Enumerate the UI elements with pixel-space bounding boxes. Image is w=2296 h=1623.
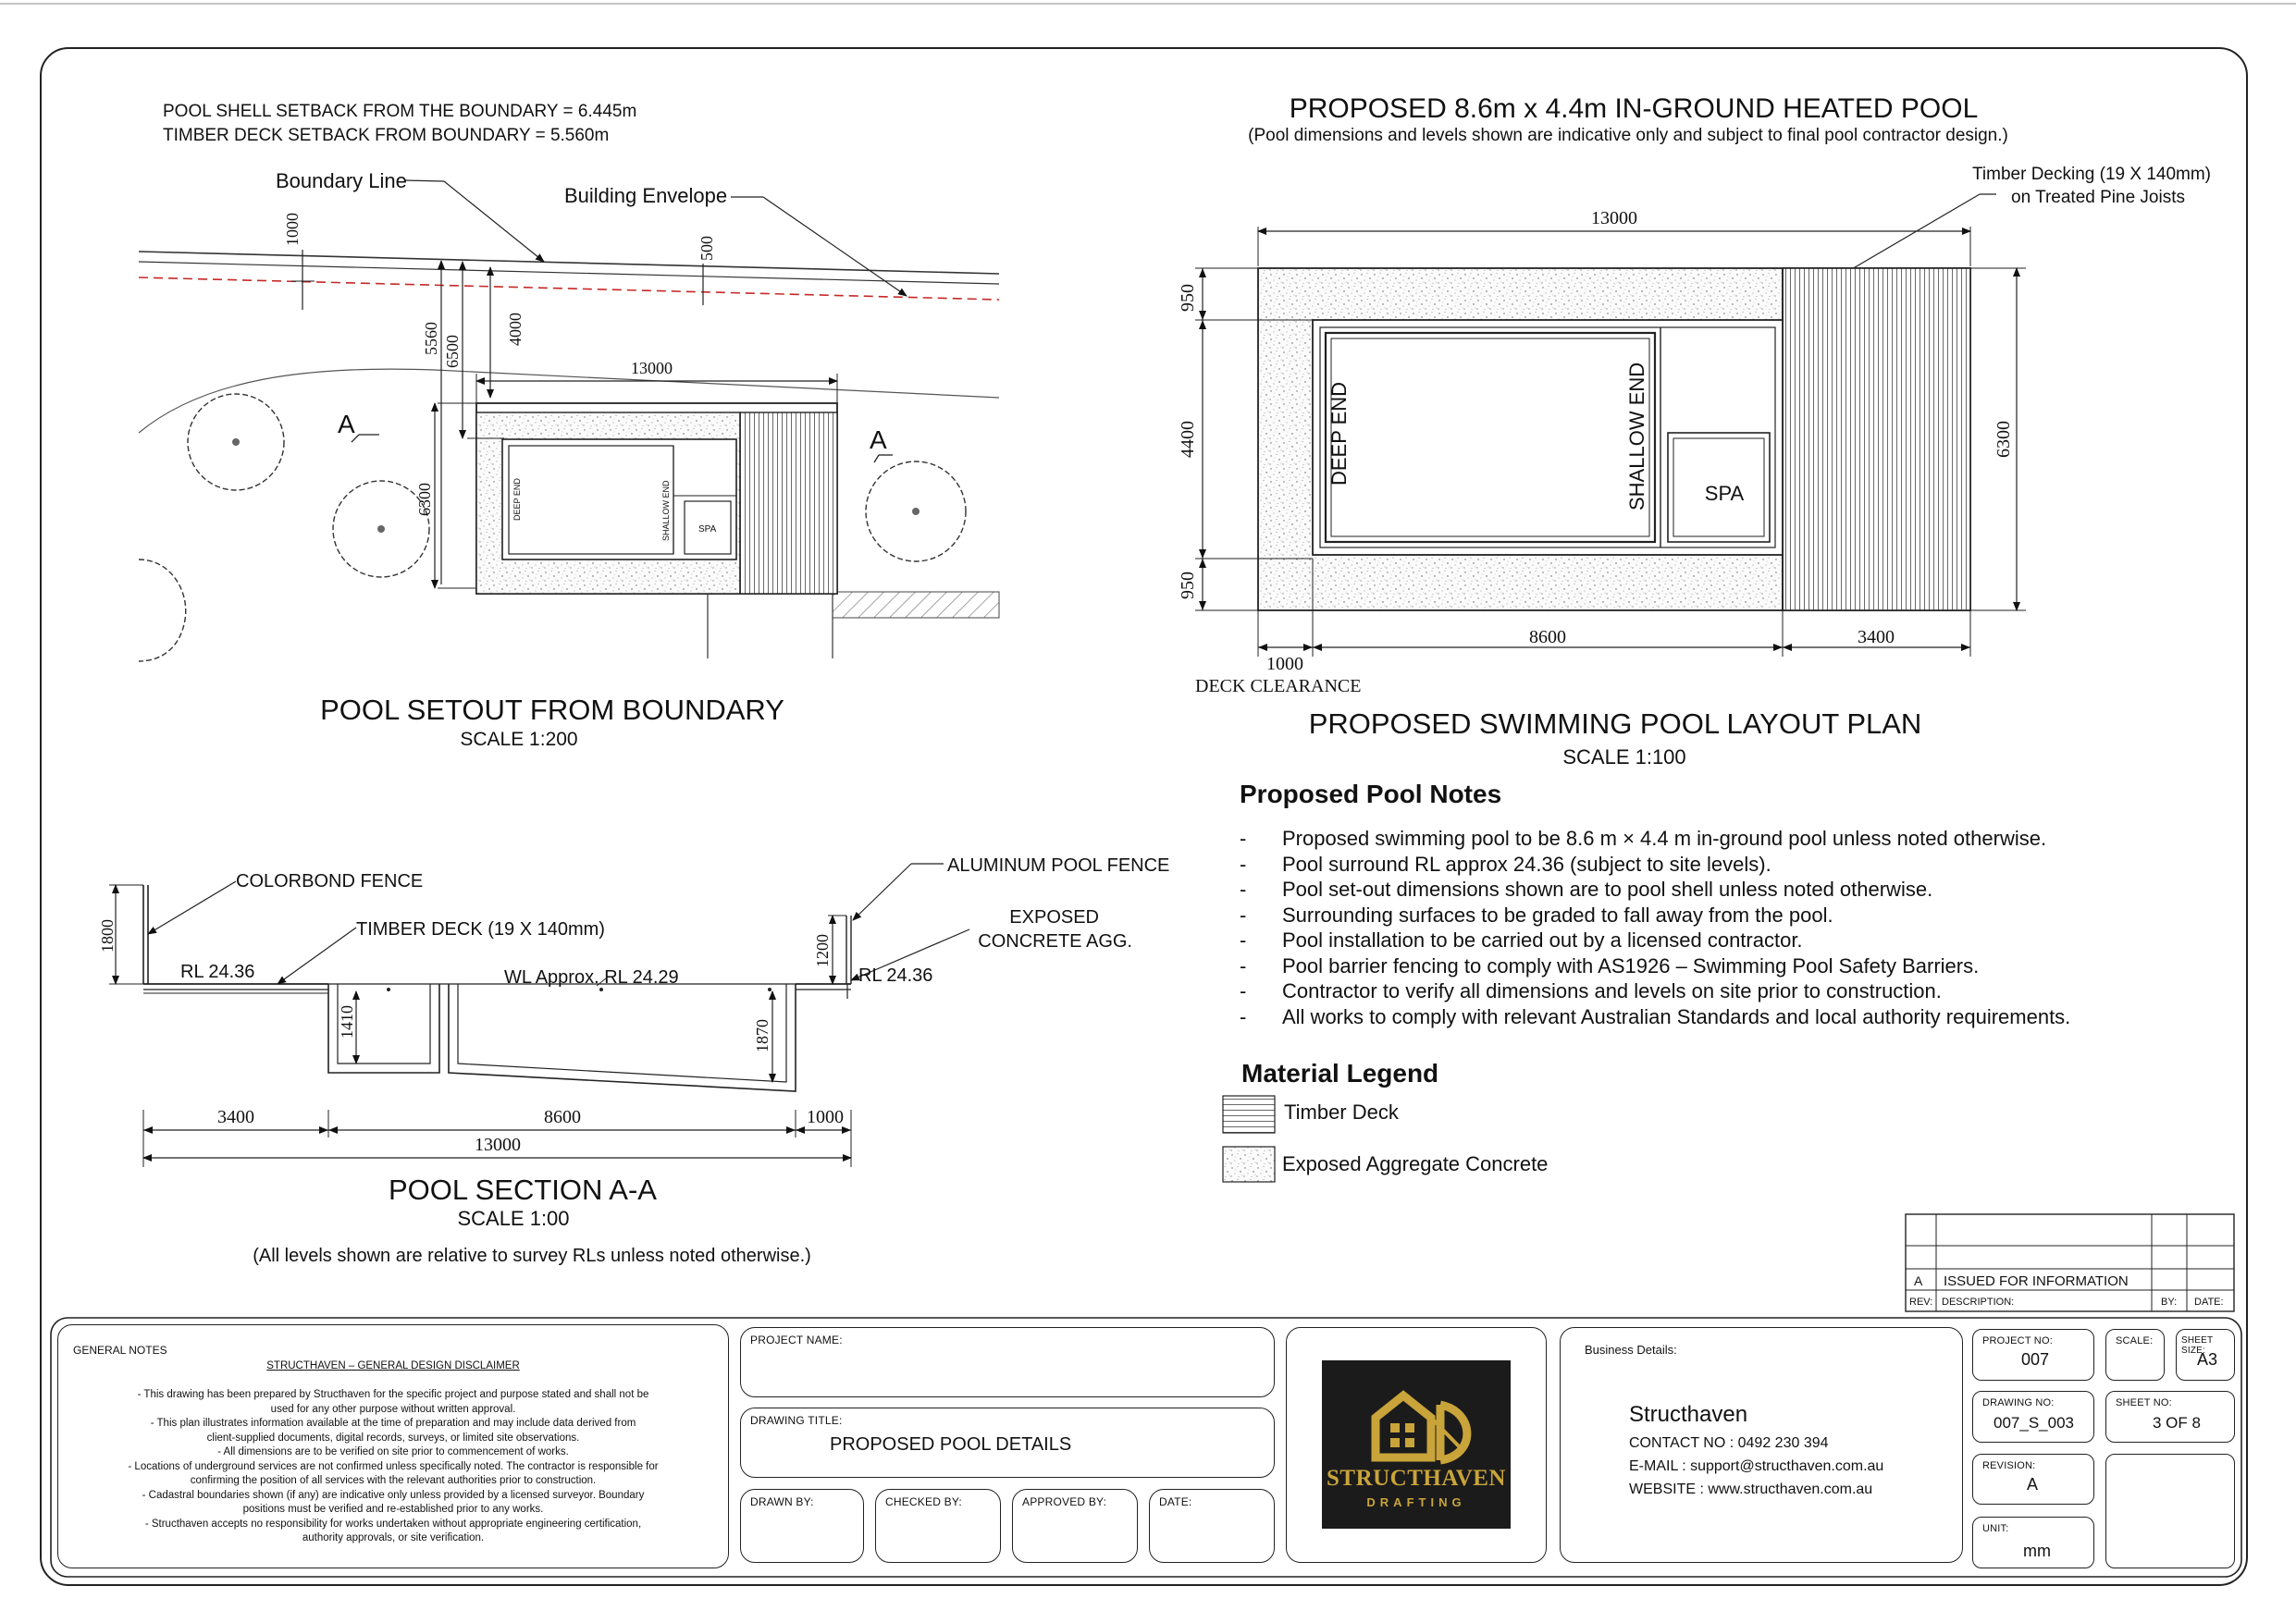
general-note-line: used for any other purpose without written approval. (270, 1403, 516, 1415)
revision-box (1972, 1454, 2094, 1505)
dim-4000: 4000 (506, 313, 525, 346)
layout-heading: PROPOSED 8.6m x 4.4m IN-GROUND HEATED POOL (1289, 93, 1979, 124)
business-label: Business Details: (1585, 1343, 1677, 1357)
general-note-line: authority approvals, or site verification. (302, 1532, 485, 1543)
approved-by-box (1012, 1489, 1138, 1563)
sec-dim-1410: 1410 (338, 1005, 356, 1039)
drawing-no-label: DRAWING NO: (1982, 1397, 2055, 1408)
pool-note: - Contractor to verify all dimensions and levels on site prior to construction. (1240, 978, 2070, 1004)
general-notes-box (57, 1324, 729, 1568)
setback-note-1: POOL SHELL SETBACK FROM THE BOUNDARY = 6.445m (163, 102, 637, 121)
exposed-2: CONCRETE AGG. (978, 931, 1132, 952)
scale-label: SCALE: (2116, 1335, 2154, 1346)
general-notes-label: GENERAL NOTES (73, 1344, 167, 1357)
sheet-no-label: SHEET NO: (2116, 1397, 2172, 1408)
pool-notes-list (1240, 826, 2070, 1029)
decking-note-2: on Treated Pine Joists (2011, 188, 2185, 207)
general-note-line: positions must be verified and re-established prior to any works. (242, 1504, 544, 1515)
boundary-line-label: Boundary Line (276, 169, 407, 192)
drawing-no: 007_S_003 (1994, 1414, 2074, 1432)
date-box (1149, 1489, 1275, 1563)
rl-left: RL 24.36 (180, 962, 255, 982)
unit-box (1972, 1517, 2094, 1568)
general-note-line: - All dimensions are to be verified on site prior to commencement of works. (217, 1446, 569, 1457)
layout-dim-3400: 3400 (1858, 627, 1895, 647)
revision-table (1906, 1214, 2234, 1311)
sec-dim-3400: 3400 (217, 1107, 254, 1127)
shallow-end: SHALLOW END (1625, 362, 1648, 510)
deep-end-small: DEEP END (512, 478, 522, 521)
layout-dim-13000: 13000 (1591, 208, 1637, 228)
revision-label: REVISION: (1982, 1460, 2036, 1471)
checked-by-box (875, 1489, 1001, 1563)
general-note-line: confirming the position of all services with the relevant authorities prior to construction. (190, 1475, 597, 1486)
sec-dim-8600: 8600 (544, 1107, 581, 1127)
drawing-title-label: DRAWING TITLE: (750, 1414, 843, 1427)
website: WEBSITE : www.structhaven.com.au (1629, 1482, 1873, 1497)
general-note-line: - Structhaven accepts no responsibility for works undertaken without appropriate engineering certification, (144, 1518, 642, 1530)
pool-note: - Proposed swimming pool to be 8.6 m × 4.4 m in-ground pool unless noted otherwise. (1240, 826, 2070, 852)
sec-dim-1000: 1000 (807, 1107, 844, 1127)
drawing-title: PROPOSED POOL DETAILS (830, 1434, 1072, 1455)
blank-box (2105, 1454, 2235, 1568)
rev-value: A (1914, 1273, 1923, 1288)
unit-label: UNIT: (1982, 1523, 2009, 1534)
pool-notes-heading: Proposed Pool Notes (1240, 780, 1502, 808)
rev-hdr-rev: REV: (1909, 1297, 1933, 1308)
pool-note: - Pool installation to be carried out by a licensed contractor. (1240, 928, 2070, 953)
layout-dim-950-bottom: 950 (1178, 572, 1198, 599)
project-no-label: PROJECT NO: (1982, 1335, 2053, 1346)
layout-dim-6300: 6300 (1994, 421, 2014, 458)
dim-1000: 1000 (283, 213, 302, 246)
pool-section (98, 855, 1169, 1266)
pool-note: - Pool set-out dimensions shown are to pool shell unless noted otherwise. (1240, 877, 2070, 903)
boundary-plan (139, 102, 999, 750)
boundary-plan-scale: SCALE 1:200 (460, 729, 578, 750)
layout-dim-8600: 8600 (1529, 627, 1566, 647)
aluminum-fence: ALUMINUM POOL FENCE (947, 855, 1170, 876)
sheet-no-box (2105, 1391, 2235, 1443)
pool-note: - Pool surround RL approx 24.36 (subject to site levels). (1240, 852, 2070, 878)
general-notes-body (71, 1388, 715, 1546)
scale-box (2105, 1329, 2165, 1381)
sheet-no: 3 OF 8 (2153, 1414, 2201, 1432)
general-note-line: - Cadastral boundaries shown (if any) are indicative only unless provided by a licensed surveyor. Boundary (142, 1489, 645, 1501)
decking-note-1: Timber Decking (19 X 140mm) (1972, 165, 2211, 184)
drawn-by-box (740, 1489, 864, 1563)
general-note-line: - This drawing has been prepared by Structhaven for the specific project and purpose stated and shall not be (137, 1389, 649, 1400)
shallow-end-small: SHALLOW END (661, 480, 671, 541)
unit: mm (2023, 1542, 2051, 1560)
general-notes-title: STRUCTHAVEN – GENERAL DESIGN DISCLAIMER (266, 1360, 520, 1371)
project-name-box (740, 1327, 1275, 1397)
logo-box (1286, 1327, 1547, 1563)
drawing-no-box (1972, 1391, 2094, 1443)
section-marker-right: A (870, 425, 887, 454)
deep-end: DEEP END (1327, 381, 1351, 486)
dim-13000: 13000 (631, 359, 673, 377)
revision: A (2027, 1475, 2039, 1494)
tree-1 (188, 394, 284, 490)
deck-clearance: DECK CLEARANCE (1195, 676, 1362, 696)
sec-dim-1870: 1870 (753, 1019, 772, 1052)
dim-6500: 6500 (443, 335, 462, 368)
drawn-by-label: DRAWN BY: (750, 1495, 814, 1508)
logo-subtext: DRAFTING (1366, 1495, 1466, 1509)
logo-text: STRUCTHAVEN (1327, 1466, 1506, 1491)
approved-by-label: APPROVED BY: (1022, 1495, 1107, 1508)
layout-dim-950-top: 950 (1178, 284, 1198, 312)
checked-by-label: CHECKED BY: (885, 1495, 962, 1508)
tree-3 (866, 461, 966, 561)
dim-5560: 5560 (422, 322, 440, 355)
spa-small: SPA (698, 524, 717, 535)
pool-note: - Surrounding surfaces to be graded to fall away from the pool. (1240, 903, 2070, 928)
drawing-title-box (740, 1408, 1275, 1478)
rl-right: RL 24.36 (858, 965, 933, 986)
layout-subheading: (Pool dimensions and levels shown are indicative only and subject to final pool contractor design.) (1248, 126, 2008, 145)
rev-hdr-by: BY: (2161, 1297, 2178, 1308)
pool-notes (1240, 780, 2070, 1029)
project-no: 007 (2021, 1350, 2050, 1369)
business-box (1560, 1327, 1963, 1563)
general-note-line: - Locations of underground services are not confirmed unless specifically noted. The contractor is responsible for (128, 1460, 659, 1472)
date-label: DATE: (1159, 1495, 1192, 1508)
general-note-line: client-supplied documents, digital records, surveys, or limited site observations. (206, 1432, 580, 1444)
section-marker-left: A (338, 410, 355, 438)
pool-note: - Pool barrier fencing to comply with AS1926 – Swimming Pool Safety Barriers. (1240, 953, 2070, 979)
sheet-size-label: SHEET SIZE: (2181, 1335, 2214, 1356)
exposed-1: EXPOSED (1009, 907, 1099, 928)
sec-dim-1800: 1800 (98, 919, 117, 953)
setback-note-2: TIMBER DECK SETBACK FROM BOUNDARY = 5.560m (163, 126, 610, 145)
pool-note: - All works to comply with relevant Australian Standards and local authority requirements. (1240, 1004, 2070, 1030)
project-no-box (1972, 1329, 2094, 1381)
spa: SPA (1704, 482, 1745, 505)
project-name-label: PROJECT NAME: (750, 1334, 843, 1346)
company-logo (1322, 1360, 1511, 1529)
layout-plan-scale: SCALE 1:100 (1562, 745, 1686, 768)
boundary-plan-title: POOL SETOUT FROM BOUNDARY (320, 694, 784, 726)
building-envelope-label: Building Envelope (564, 184, 728, 207)
layout-dim-4400: 4400 (1178, 421, 1198, 458)
company-name: Structhaven (1629, 1402, 1748, 1427)
section-scale: SCALE 1:00 (457, 1207, 570, 1230)
layout-dim-1000: 1000 (1266, 654, 1303, 674)
sheet-size: A3 (2197, 1350, 2218, 1369)
water-level: WL Approx. RL 24.29 (504, 967, 679, 988)
sec-dim-13000: 13000 (475, 1135, 521, 1155)
concrete-swatch (1223, 1147, 1275, 1182)
dim-500: 500 (697, 236, 716, 261)
layout-plan-title: PROPOSED SWIMMING POOL LAYOUT PLAN (1308, 707, 1922, 740)
legend-heading: Material Legend (1241, 1059, 1439, 1088)
tree-4 (139, 559, 186, 661)
colorbond-fence: COLORBOND FENCE (236, 871, 424, 891)
sec-dim-1200: 1200 (813, 934, 832, 967)
general-note-line: - This plan illustrates information available at the time of preparation and may include data derived from (150, 1418, 636, 1429)
rev-description: ISSUED FOR INFORMATION (1944, 1273, 2129, 1289)
rev-hdr-desc: DESCRIPTION: (1942, 1297, 2015, 1308)
rev-hdr-date: DATE: (2194, 1297, 2224, 1308)
contact-no: CONTACT NO : 0492 230 394 (1629, 1435, 1829, 1451)
layout-plan (1178, 93, 2211, 768)
timber-deck-label: TIMBER DECK (19 X 140mm) (356, 919, 605, 940)
section-title: POOL SECTION A-A (389, 1174, 657, 1206)
legend-timber: Timber Deck (1284, 1100, 1399, 1124)
legend-concrete: Exposed Aggregate Concrete (1282, 1152, 1549, 1175)
timber-swatch (1223, 1096, 1275, 1133)
dim-6300: 6300 (415, 483, 434, 516)
sheet-size-box (2176, 1329, 2235, 1381)
section-note: (All levels shown are relative to survey RLs unless noted otherwise.) (253, 1246, 811, 1266)
email: E-MAIL : support@structhaven.com.au (1629, 1458, 1884, 1474)
